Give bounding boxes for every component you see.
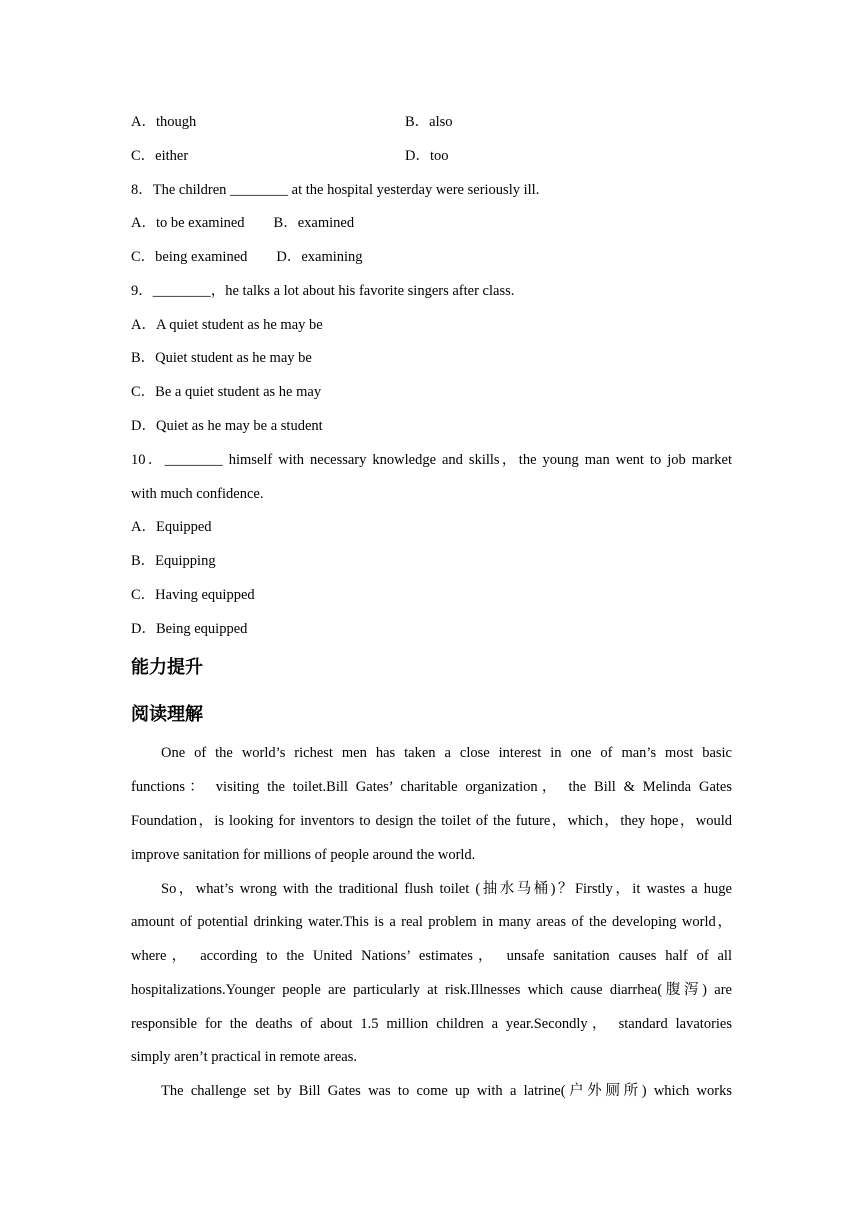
q7-options-row-1: [131, 112, 453, 132]
q8-options-ab: A．to be examined B．examined: [131, 215, 355, 231]
passage-p2-line-2: amount of potential drinking water.This is a real problem in many areas of the developing world，: [131, 914, 732, 930]
passage-p2-line-6: simply aren’t practical in remote areas.: [131, 1049, 357, 1065]
passage-p1-line-3: Foundation，is looking for inventors to design the toilet of the future，which，they hope，would: [131, 813, 732, 829]
q7-option-a: A．though: [131, 114, 197, 130]
q9-option-d: D．Quiet as he may be a student: [131, 418, 323, 434]
q7-options-row-2: [131, 146, 449, 166]
q10-stem-line-1: 10．________ himself with necessary knowledge and skills，the young man went to job market: [131, 452, 732, 468]
passage-p2-line-1: So，what’s wrong with the traditional flush toilet (抽水马桶)？Firstly，it wastes a huge: [161, 881, 732, 897]
subsection-heading: 阅读理解: [131, 704, 203, 725]
q10-option-b: B．Equipping: [131, 553, 216, 569]
q9-option-a: A．A quiet student as he may be: [131, 317, 323, 333]
q8-stem: 8．The children ________ at the hospital yesterday were seriously ill.: [131, 182, 540, 198]
passage-p2-line-4: hospitalizations.Younger people are particularly at risk.Illnesses which cause diarrhea(腹泻) are: [131, 982, 732, 998]
q7-option-d: D．too: [405, 148, 449, 164]
q10-option-c: C．Having equipped: [131, 587, 255, 603]
q9-stem: 9．________，he talks a lot about his favorite singers after class.: [131, 283, 515, 299]
passage-p1-line-2: functions： visiting the toilet.Bill Gates’ charitable organization， the Bill & Melinda Gates: [131, 779, 732, 795]
passage-p1-line-4: improve sanitation for millions of people around the world.: [131, 847, 476, 863]
passage-p1-line-1: One of the world’s richest men has taken a close interest in one of man’s most basic: [161, 745, 732, 761]
q10-stem-line-2: with much confidence.: [131, 486, 264, 502]
q9-option-b: B．Quiet student as he may be: [131, 350, 312, 366]
q10-option-d: D．Being equipped: [131, 621, 248, 637]
q7-option-c: C．either: [131, 148, 189, 164]
q10-option-a: A．Equipped: [131, 519, 212, 535]
q9-option-c: C．Be a quiet student as he may: [131, 384, 322, 400]
q8-options-cd: C．being examined D．examining: [131, 249, 363, 265]
passage-p3-line-1: The challenge set by Bill Gates was to come up with a latrine(户外厕所) which works: [161, 1083, 732, 1099]
section-heading: 能力提升: [131, 657, 203, 678]
passage-p2-line-5: responsible for the deaths of about 1.5 million children a year.Secondly， standard lavatories: [131, 1016, 732, 1032]
q7-option-b: B．also: [405, 114, 453, 130]
passage-p2-line-3: where， according to the United Nations’ estimates， unsafe sanitation causes half of all: [131, 948, 732, 964]
